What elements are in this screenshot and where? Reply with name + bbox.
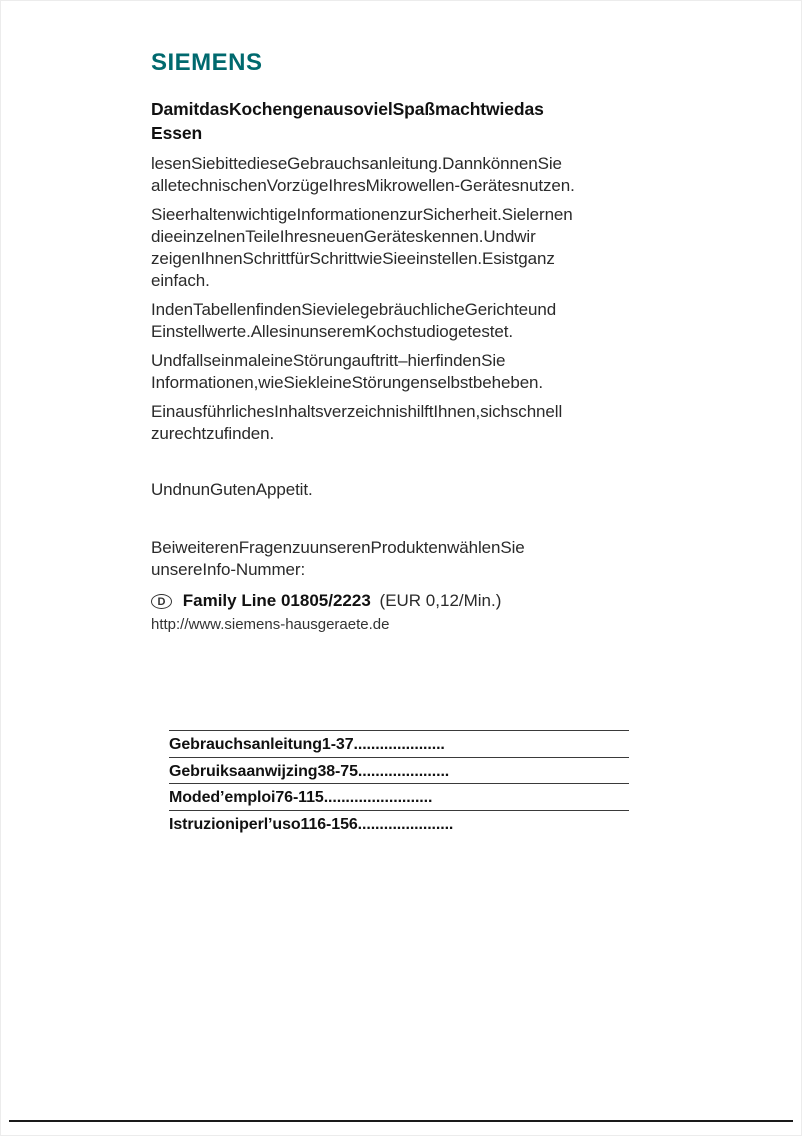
paragraph-line: Einstellwerte.AllesinunseremKochstudiogetestet. [151, 322, 513, 341]
toc-label: Gebruiksaanwijzing38-75..................... [169, 762, 450, 780]
paragraph-line: UndfallseinmaleineStörungauftritt–hierfindenSie [151, 351, 506, 370]
paragraph-line: Informationen,wieSiekleineStörungenselbstbeheben. [151, 373, 544, 392]
table-of-contents [169, 730, 629, 836]
toc-label: Moded’emploi76-115......................... [169, 789, 433, 806]
toc-item-istruzioni [169, 810, 629, 837]
intro-paragraph-5 [151, 401, 651, 445]
toc-item-gebrauchsanleitung [169, 730, 629, 757]
paragraph-line: BeiweiterenFragenzuunserenProduktenwählenSie [151, 538, 525, 557]
intro-paragraph-4 [151, 350, 651, 394]
paragraph-line: alletechnischenVorzügeIhresMikrowellen-Gerätesnutzen. [151, 176, 575, 195]
toc-item-mode-demploi [169, 783, 629, 810]
toc-item-gebruiksaanwijzing [169, 757, 629, 784]
paragraph-line: IndenTabellenfindenSievielegebräuchlicheGerichteund [151, 300, 557, 319]
paragraph-line: lesenSiebittedieseGebrauchsanleitung.DannkönnenSie [151, 154, 562, 173]
intro-paragraph-3 [151, 299, 651, 343]
intro-paragraph-2 [151, 204, 651, 292]
closing-line: UndnunGutenAppetit. [151, 480, 313, 499]
heading-line: Essen [151, 123, 203, 143]
hotline-number: Family Line 01805/2223 [182, 591, 371, 610]
siemens-logo: SIEMENS [151, 49, 263, 76]
country-d-badge: D [151, 594, 172, 609]
paragraph-line: unsereInfo-Nummer: [151, 560, 306, 579]
hotline-line [151, 588, 651, 614]
website-url: http://www.siemens-hausgeraete.de [151, 616, 390, 633]
heading-line: DamitdasKochengenausovielSpaßmachtwiedas [151, 99, 544, 119]
paragraph-line: SieerhaltenwichtigeInformationenzurSicherheit.Sielernen [151, 205, 573, 224]
hotline-tariff: (EUR 0,12/Min.) [379, 591, 502, 610]
paragraph-line: einfach. [151, 271, 210, 290]
paragraph-line: zurechtzufinden. [151, 424, 275, 443]
footer-rule [9, 1120, 793, 1122]
toc-label: Istruzioniperl’uso116-156...................... [169, 815, 454, 833]
paragraph-line: zeigenIhnenSchrittfürSchrittwieSieeinstellen.Esistganz [151, 249, 555, 268]
intro-heading [151, 97, 651, 145]
paragraph-line: dieeinzelnenTeileIhresneuenGeräteskennen.Undwir [151, 227, 536, 246]
contact-intro [151, 537, 651, 581]
intro-paragraph-1 [151, 153, 651, 197]
paragraph-line: EinausführlichesInhaltsverzeichnishilftIhnen,sichschnell [151, 402, 563, 421]
page-content [151, 49, 651, 636]
toc-label: Gebrauchsanleitung1-37..................... [169, 736, 445, 753]
